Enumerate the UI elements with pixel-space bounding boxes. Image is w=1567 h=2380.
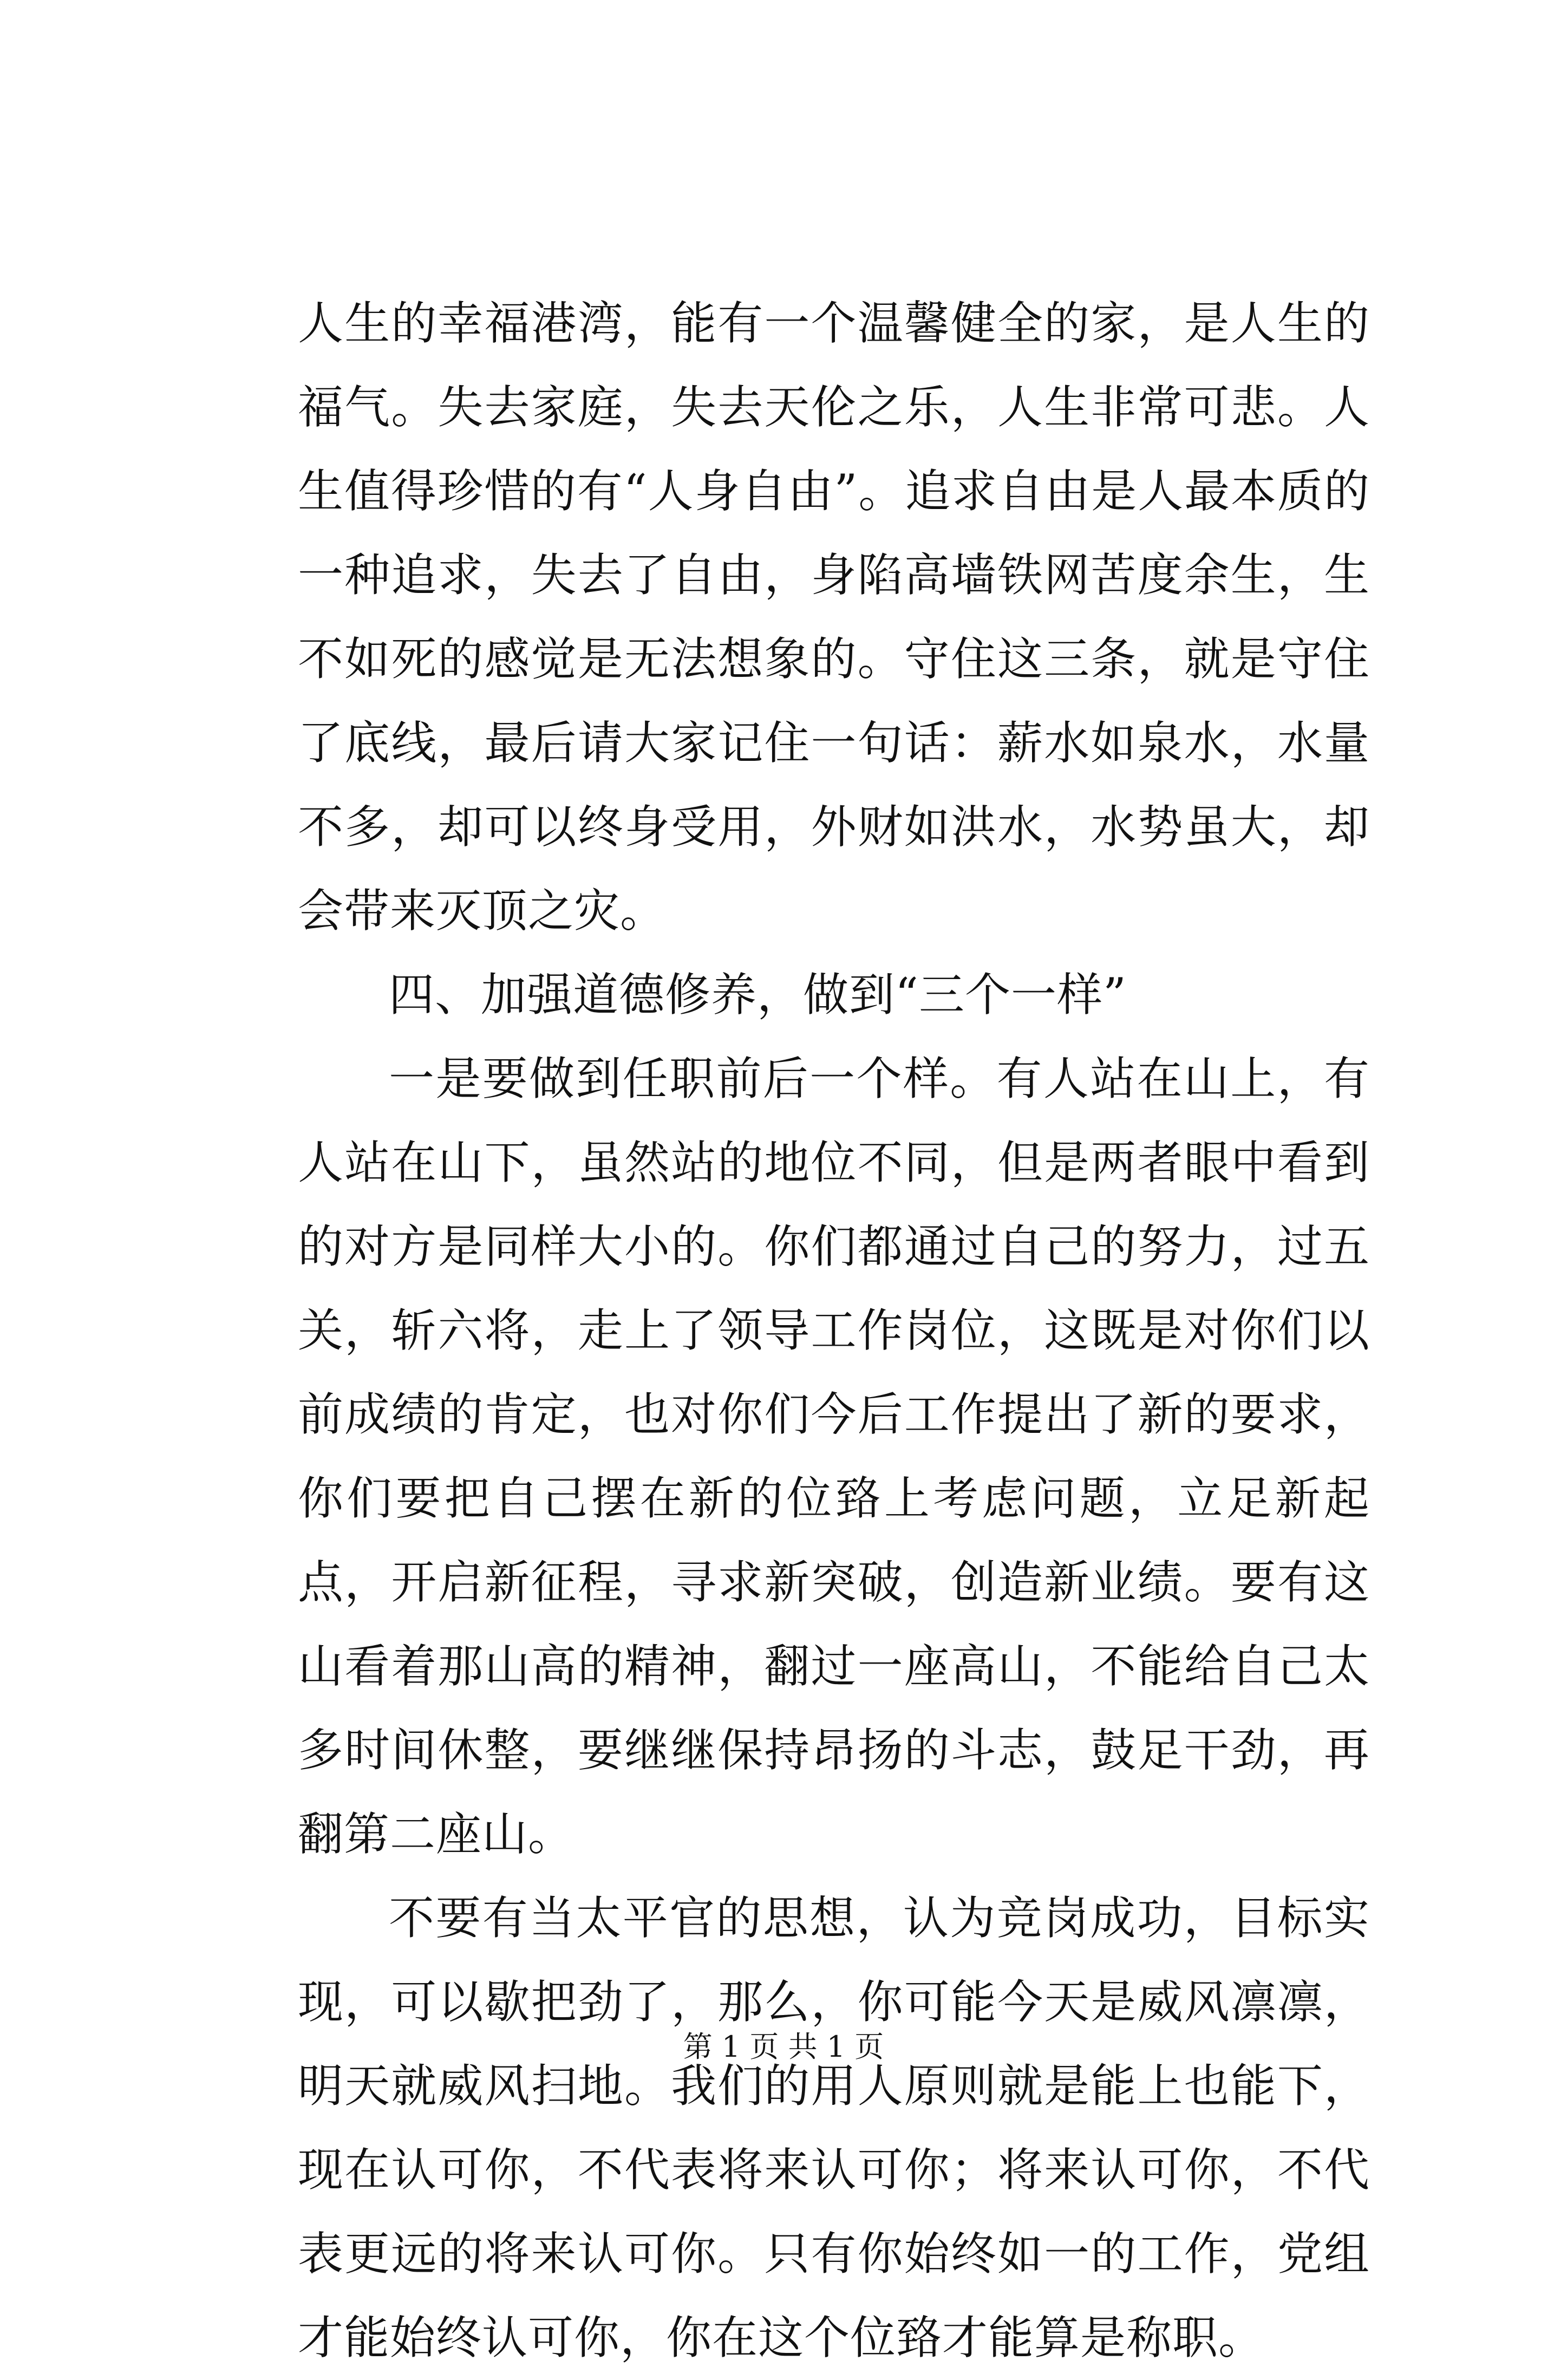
paragraph-first-point: 一是要做到任职前后一个样。有人站在山上，有人站在山下，虽然站的地位不同，但是两者眼中看到的对方是同样大小的。你们都通过自己的努力，过五关，斩六将，走上了领导工作岗位，这既是对你们以前成绩的肯定，也对你们今后工作提出了新的要求，你们要把自己摆在新的位臵上考虑问题，立足新起点，开启新征程，寻求新突破，创造新业绩。要有这山看着那山高的精神，翻过一座高山，不能给自己太多时间休整，要继继保持昂扬的斗志，鼓足干劲，再翻第二座山。 [298,1052,1370,1861]
section-heading: 四、加强道德修养，做到“三个一样” [389,968,1127,1021]
page-footer: 第 1 页 共 1 页 [683,2030,884,2064]
paragraph-continuation: 人生的幸福港湾，能有一个温馨健全的家，是人生的福气。失去家庭，失去天伦之乐，人生非常可悲。人生值得珍惜的有“人身自由”。追求自由是人最本质的一种追求，失去了自由，身陷高墙铁网苦度余生，生不如死的感觉是无法想象的。守住这三条，就是守住了底线，最后请大家记住一句话：薪水如泉水，水量不多，却可以终身受用，外财如洪水，水势虽大，却会带来灭顶之灾。 [298,297,1370,937]
paragraph-warning: 不要有当太平官的思想，认为竞岗成功，目标实现，可以歇把劲了，那么，你可能今天是威风凛凛，明天就威风扫地。我们的用人原则就是能上也能下，现在认可你，不代表将来认可你；将来认可你，不代表更远的将来认可你。只有你始终如一的工作，党组才能始终认可你，你在这个位臵才能算是称职。 [298,1892,1370,2364]
